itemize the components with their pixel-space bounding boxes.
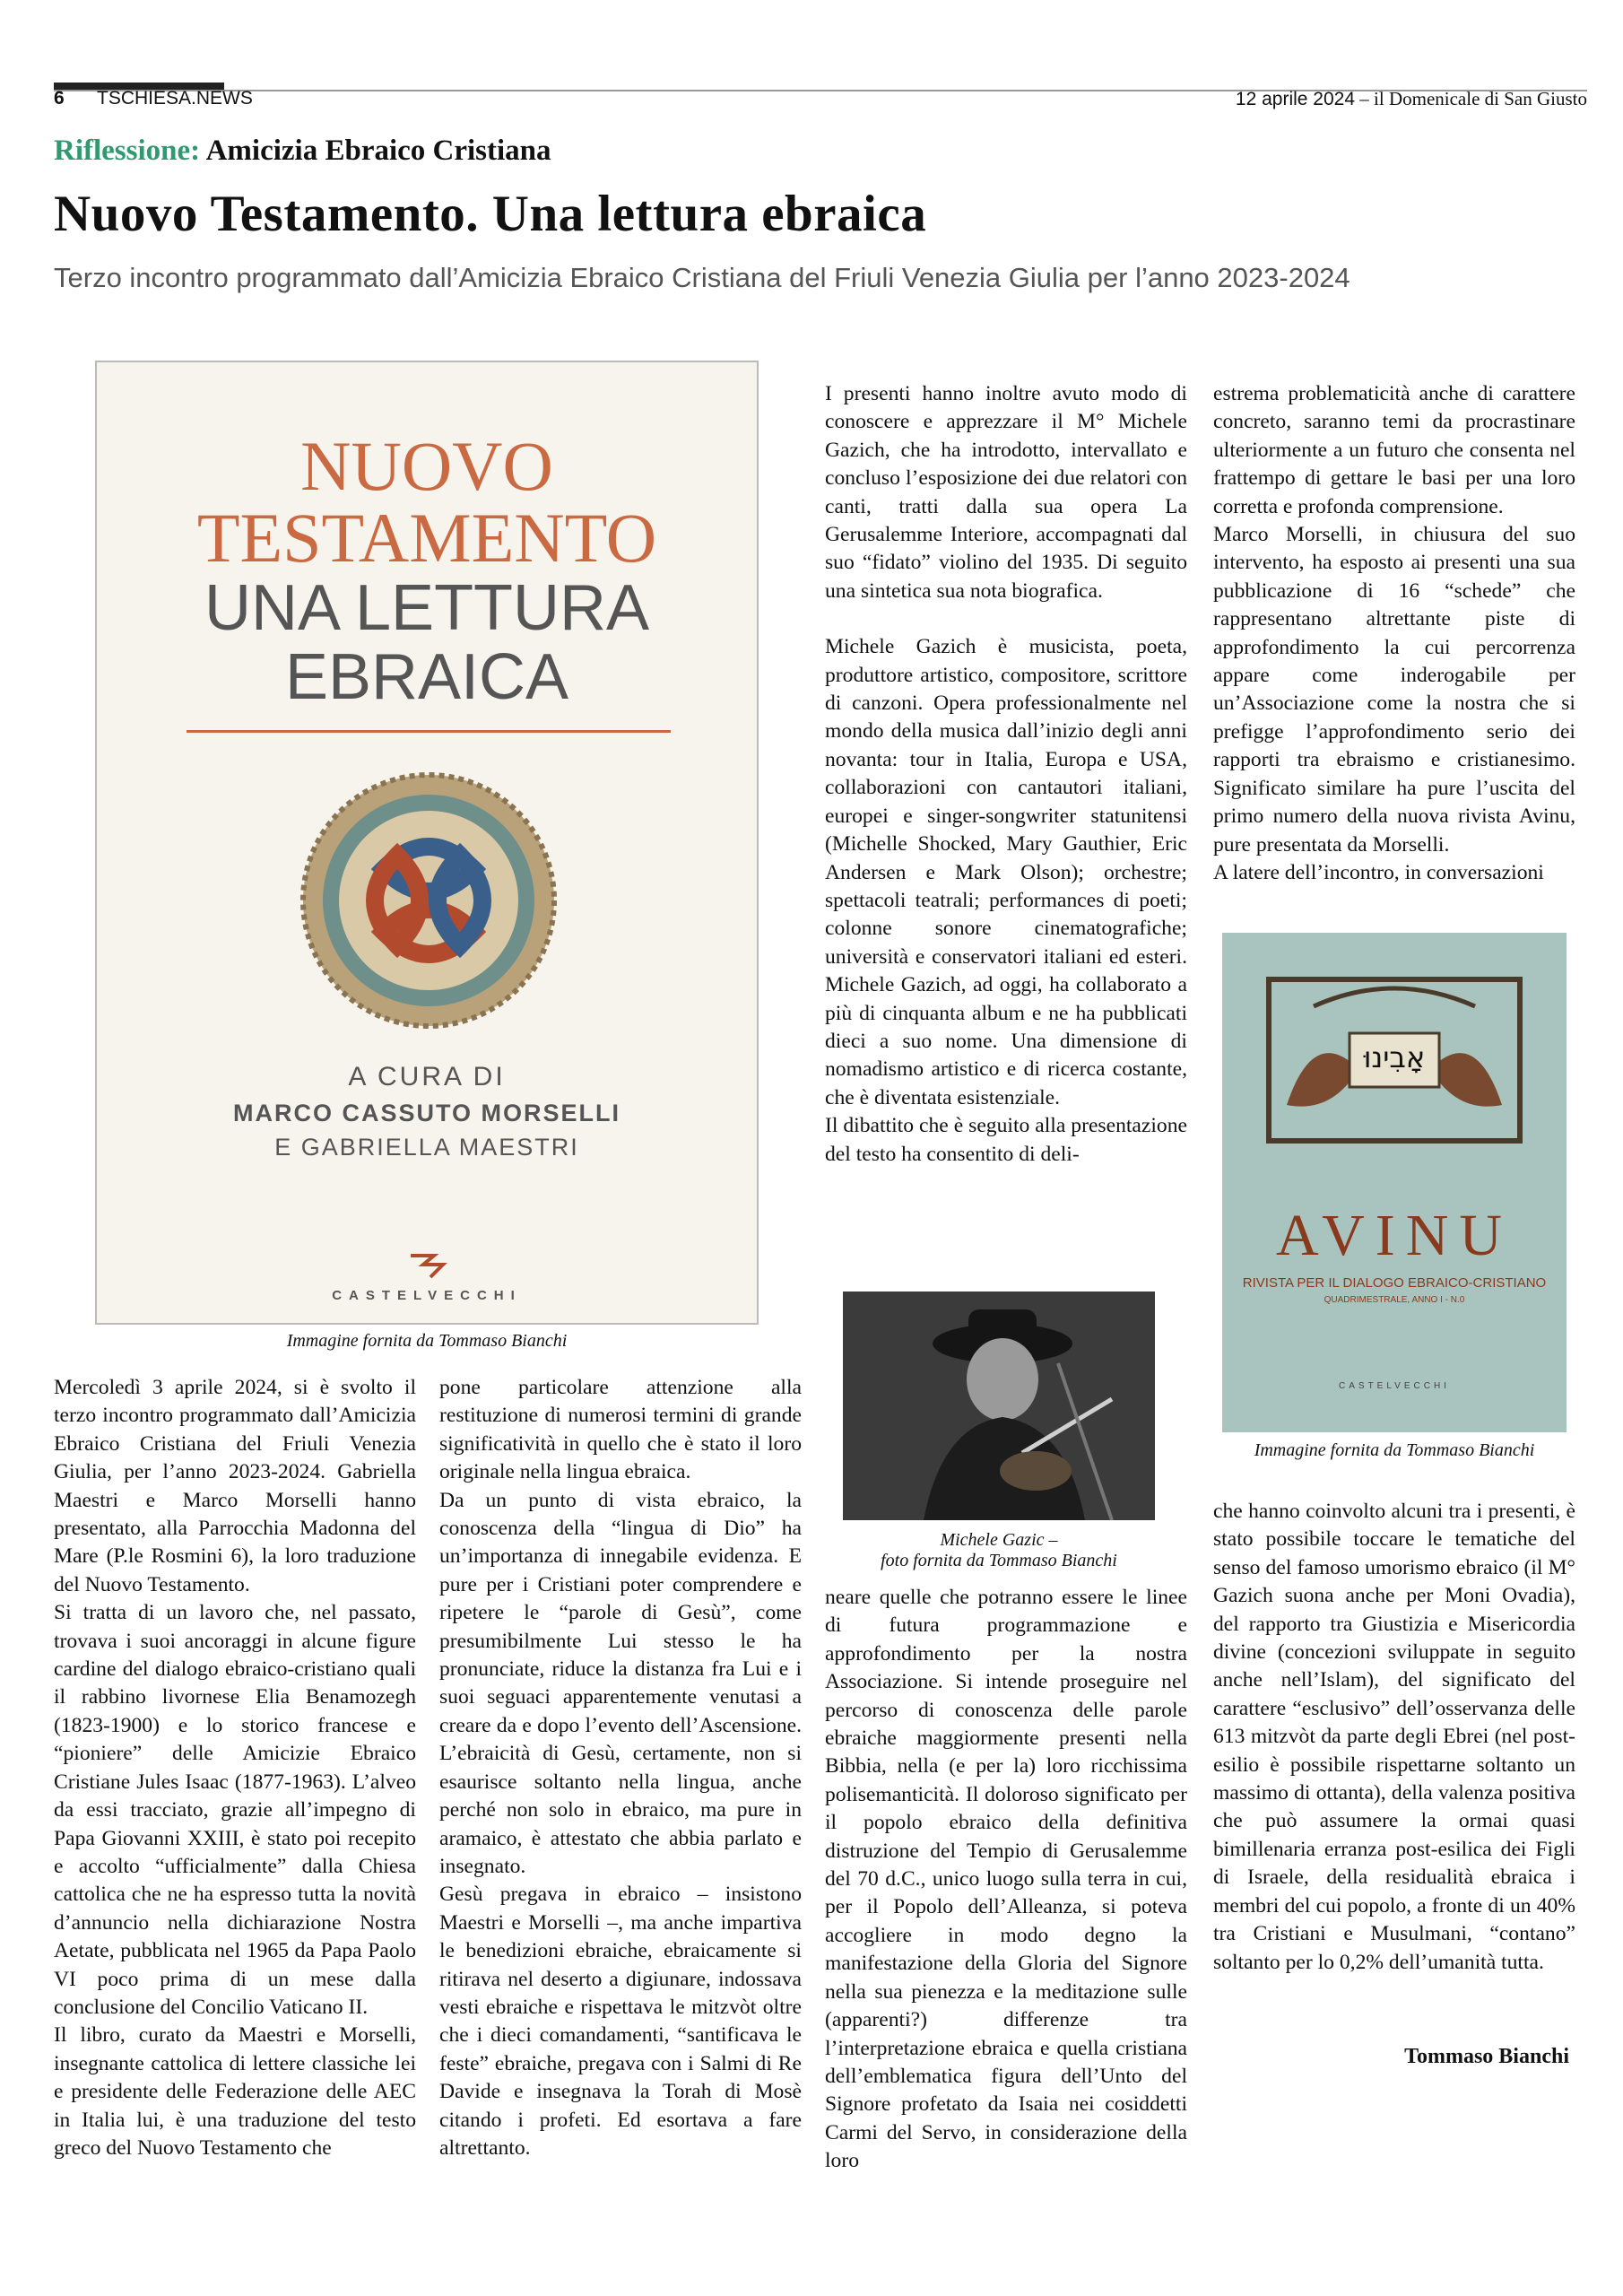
cover-caption: Immagine fornita da Tommaso Bianchi: [286, 1331, 568, 1351]
paragraph: che hanno coinvolto alcuni tra i presenti, è stato possibile toccare le tematiche del senso del famoso umorismo ebraico (il M° Gazich suona anche per Moni Ovadia), del rapporto tra Giustizia e Misericordia divine (concezioni sviluppate in seguito anche nell’Islam), del significato del carattere “esclusivo” dell’osservanza delle 613 mitzvòt da parte degli Ebrei (nel post-esilio è possibile rispettarne soltanto un massimo di ottanta), della valenza positiva che può assumere la ormai quasi bimillenaria erranza post-esilica dei Figli di Israele, della residualità ebraica i membri del cui popolo, a fronte di un 40% tra Cristiani e Musulmani, “contano” soltanto per lo 0,2% dell’umanità tutta.: [1213, 1500, 1575, 1974]
paragraph: neare quelle che potranno essere le linee di futura programmazione e approfondimento per la nostra Associazione. Si intende proseguire nel percorso di conoscenza delle parole ebraiche maggiormente presenti nella Bibbia, nella (e per la) loro ricchissima polisemanticità. Il doloroso significato per il popolo ebraico della definitiva distruzione del Tempio di Gerusalemme del 70 d.C., unico luogo sulla terra in cui, per il Popolo dell’Alleanza, si poteva accogliere in modo degno la manifestazione della Gloria del Signore nella sua pienezza e la meditazione sulle (apparenti?) differenze tra l’interpretazione ebraica e quella cristiana dell’emblematica figura dell’Unto del Signore profetato da Isaia nei cosiddetti Carmi del Servo, in considerazione della loro: [825, 1586, 1187, 2173]
avinu-issue: QUADRIMESTRALE, ANNO I - N.0: [1324, 1295, 1465, 1305]
text-column-1: [54, 1374, 416, 2162]
paragraph: Si tratta di un lavoro che, nel passato, trovava i suoi ancoraggi in alcune figure cardine del dialogo ebraico-cristiano quali il rabbino livornese Elia Benamozegh (1823-1900) e lo storico francese e “pioniere” delle Amicizie Ebraico Cristiane Jules Isaac (1877-1963). L’alveo da essi tracciato, grazie all’impegno di Papa Giovanni XXIII, è stato poi recepito e accolto “ufficialmente” dalla Chiesa cattolica che ne ha espresso tutta la novità d’annuncio nella dichiarazione Nostra Aetate, pubblicata nel 1965 da Papa Paolo VI poco prima di un mese dalla conclusione del Concilio Vaticano II.: [54, 1601, 416, 2019]
publication-name: TSCHIESA.NEWS: [97, 88, 253, 109]
text-column-4-bottom: [1213, 1498, 1575, 1977]
paragraph: Il libro, curato da Maestri e Morselli, insegnante cattolica di lettere classiche lei e presidente delle Federazione delle AEC in Italia lui, è una traduzione del testo greco del Nuovo Testamento che: [54, 2023, 416, 2160]
musician-photo: [843, 1292, 1155, 1520]
paragraph: estrema problematicità anche di carattere concreto, saranno temi da procrastinare ulteriormente a un futuro che consenta nel frattempo di gettare le basi per una loro corretta e profonda comprensione.: [1213, 382, 1575, 518]
issue-date-value: 12 aprile 2024: [1235, 89, 1356, 109]
paragraph: A latere dell’incontro, in conversazioni: [1213, 860, 1544, 884]
avinu-publisher: CASTELVECCHI: [1339, 1381, 1450, 1391]
cover-title-line3: UNA LETTURA: [204, 572, 650, 644]
photo-caption-line2: foto fornita da Tommaso Bianchi: [881, 1551, 1117, 1570]
issue-edition: – il Domenicale di San Giusto: [1359, 88, 1587, 109]
paragraph: Marco Morselli, in chiusura del suo intervento, ha esposto ai presenti una sua pubblicazione di 16 “schede” che rappresentano altrettante piste di approfondimento la cui percorrenza appare come inderogabile per un’Associazione come la nostra che si prefigge l’approfondimento serio dei rapporti tra ebraismo e cristianesimo. Significato similare ha pure l’uscita del primo numero della nuova rivista Avinu, pure presentata da Morselli.: [1213, 523, 1575, 857]
kicker-text: Amicizia Ebraico Cristiana: [205, 135, 551, 167]
paragraph: Michele Gazich è musicista, poeta, produttore artistico, compositore, scrittore di canzoni. Opera professionalmente nel mondo della musica dall’inizio degli anni novanta: tour in Italia, Europa e USA, collaborazioni con cantautori italiani, europei e singer-songwriter statunitensi (Michelle Shocked, Mary Gauthier, Eric Andersen e Mark Olson); orchestre; spettacoli teatrali; performances di poeti; colonne sonore cinematografiche; università e conservatori italiani ed esteri. Michele Gazich, ad oggi, ha collaborato a più di cinquanta album e ne ha pubblicati dieci a suo nome. Una dimensione di nomadismo artistico e di ricerca costante, che è diventata esistenziale.: [825, 635, 1187, 1109]
avinu-title: AVINU: [1275, 1203, 1514, 1268]
cover-curated-by: A CURA DI: [348, 1062, 506, 1091]
text-column-4-top: [1213, 380, 1575, 887]
paragraph: Da un punto di vista ebraico, la conoscenza della “lingua di Dio” ha un’importanza di innegabile evidenza. E pure per i Cristiani poter comprendere e ripetere le “parole di Gesù”, come presumibilmente Lui stesso le ha pronunciate, riduce la distanza fra Lui e i suoi seguaci apparentemente venutasi a creare da e dopo l’evento dell’Ascensione. L’ebraicità di Gesù, certamente, non si esaurisce soltanto nella lingua, anche perché non solo in ebraico, ma pure in aramaico, è attestato che abbia parlato e insegnato.: [439, 1488, 802, 1878]
text-column-2: [439, 1374, 802, 2162]
article-kicker: [54, 135, 551, 168]
cover-title-line2: TESTAMENTO: [196, 499, 657, 577]
issue-date: [1236, 88, 1587, 110]
paragraph: I presenti hanno inoltre avuto modo di conoscere e apprezzare il M° Michele Gazich, che ha introdotto, intervallato e concluso l’esposizione dei due relatori con canti, tratti dalla sua opera La Gerusalemme Interiore, accompagnati dal suo “fidato” violino del 1935. Di seguito una sintetica sua nota biografica.: [825, 382, 1187, 603]
cover-title-line4: EBRAICA: [284, 641, 569, 713]
violinist-photo-icon: [843, 1292, 1155, 1520]
kicker-label: Riflessione:: [54, 135, 201, 167]
article-subtitle: Terzo incontro programmato dall’Amicizia Ebraico Cristiana del Friuli Venezia Giulia per l’anno 2023-2024: [54, 262, 1350, 293]
cover-title-line1: NUOVO: [300, 427, 553, 505]
text-column-3-top: [825, 380, 1187, 1169]
page-number: 6: [54, 88, 65, 109]
photo-caption: [843, 1530, 1155, 1571]
article-author: Tommaso Bianchi: [1404, 2045, 1569, 2068]
text-column-3-bottom: [825, 1584, 1187, 2176]
paragraph: pone particolare attenzione alla restituzione di numerosi termini di grande significatività in quello che è stato il loro originale nella lingua ebraica.: [439, 1376, 802, 1484]
avinu-magazine-cover: [1222, 933, 1567, 1432]
avinu-subtitle: RIVISTA PER IL DIALOGO EBRAICO-CRISTIANO: [1242, 1275, 1547, 1291]
mosaic-knot-icon: [299, 770, 559, 1031]
paragraph: Gesù pregava in ebraico – insistono Maestri e Morselli –, ma anche impartiva le benedizioni ebraiche, ebraicamente si ritirava nel deserto a digiunare, indossava vesti ebraiche e rispettava le mitzvòt oltre che i dieci comandamenti, “santificava le feste” ebraiche, pregava con i Salmi di Re Davide e insegnava la Torah di Mosè citando i profeti. Ed esortava a fare altrettanto.: [439, 1883, 802, 2160]
book-cover-image: [95, 361, 759, 1325]
cover-publisher: CASTELVECCHI: [332, 1288, 522, 1303]
paragraph: Mercoledì 3 aprile 2024, si è svolto il terzo incontro programmato dall’Amicizia Ebraico Cristiana del Friuli Venezia Giulia, per l’anno 2023-2024. Gabriella Maestri e Marco Morselli hanno presentato, alla Parrocchia Madonna del Mare (P.le Rosmini 6), la loro traduzione del Nuovo Testamento.: [54, 1376, 416, 1596]
cover-editor2: E GABRIELLA MAESTRI: [274, 1134, 579, 1161]
photo-caption-line1: Michele Gazic –: [940, 1530, 1058, 1550]
publisher-logo-icon: [407, 1248, 450, 1281]
avinu-caption: Immagine fornita da Tommaso Bianchi: [1254, 1440, 1535, 1460]
paragraph: Il dibattito che è seguito alla presentazione del testo ha consentito di deli-: [825, 1114, 1187, 1166]
avinu-hebrew-title: אָבִינוּ: [1363, 1040, 1426, 1074]
cover-editor1: MARCO CASSUTO MORSELLI: [232, 1100, 621, 1126]
cover-rule: [187, 730, 671, 733]
article-title: Nuovo Testamento. Una lettura ebraica: [54, 186, 927, 242]
